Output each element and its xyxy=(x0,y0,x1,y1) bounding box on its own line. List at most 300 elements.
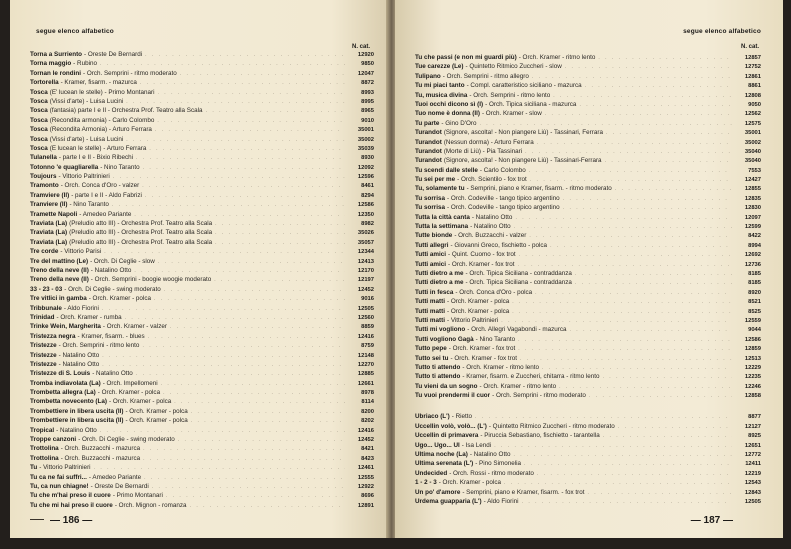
leader-dots xyxy=(158,89,345,97)
leader-dots xyxy=(157,117,345,125)
song-detail: - Orch. Semprini - boogie woogie moderato xyxy=(90,276,212,284)
catalog-number: 9044 xyxy=(748,327,761,334)
catalog-number: 35040 xyxy=(744,148,761,155)
song-detail: - Orch. Buzzacchi - valzer xyxy=(454,232,527,240)
leader-dots xyxy=(535,289,732,297)
list-item xyxy=(415,469,761,478)
leader-dots xyxy=(104,248,345,256)
song-detail: - Aldo Fiorini xyxy=(483,497,519,505)
song-title: Tristezze di S. Louis xyxy=(30,370,91,378)
song-title: Tu sorrisa xyxy=(415,204,445,212)
leader-dots xyxy=(180,70,345,78)
leader-dots xyxy=(158,258,345,266)
song-title: Tortorella xyxy=(30,79,59,87)
leader-dots xyxy=(575,270,732,278)
song-detail: - Orch. Semprini - ritmo allegro xyxy=(442,72,529,80)
list-item xyxy=(30,106,374,115)
leader-dots xyxy=(142,342,345,350)
song-detail: - Orch. Kramer - polca xyxy=(446,298,510,306)
leader-dots xyxy=(178,436,345,444)
catalog-number: 35026 xyxy=(357,230,374,237)
list-item xyxy=(415,213,761,222)
catalog-number: 12808 xyxy=(744,92,761,99)
song-detail: - Amedeo Pariante xyxy=(79,210,132,218)
song-title: Tu xyxy=(30,464,38,472)
catalog-number: 8461 xyxy=(361,183,374,190)
song-detail: (Nessun dorma) - Arturo Ferrara xyxy=(443,138,534,146)
leader-dots xyxy=(94,464,345,472)
list-item xyxy=(415,138,761,147)
song-title: Tosca xyxy=(30,107,48,115)
leader-dots xyxy=(163,389,345,397)
song-detail: - Semprini, piano e Kramer, fisarm. - ritmo moderato xyxy=(466,185,612,193)
leader-dots xyxy=(545,110,732,118)
leader-dots xyxy=(553,92,732,100)
song-title: Tosca xyxy=(30,135,48,143)
song-detail: - Orch. Kramer - fox trot xyxy=(448,260,515,268)
song-detail: - Natalino Otto xyxy=(92,370,133,378)
song-title: Tutto ti attendo xyxy=(415,363,461,371)
song-detail: - Natalino Otto xyxy=(58,351,100,359)
list-item xyxy=(30,322,374,331)
song-title: Tutti in fesca xyxy=(415,288,454,296)
list-item xyxy=(30,426,374,435)
catalog-number: 12858 xyxy=(744,393,761,400)
catalog-number: 12350 xyxy=(357,211,374,218)
leader-dots xyxy=(148,333,345,341)
catalog-number: 12411 xyxy=(745,461,761,468)
leader-dots xyxy=(606,129,732,137)
list-item xyxy=(415,175,761,184)
song-detail: (Signore, ascolta! - Non piangere Liù) - Tassinari, Ferrara xyxy=(443,129,603,137)
song-detail: - Vittorio Paltrinieri xyxy=(446,316,499,324)
leader-dots xyxy=(134,267,345,275)
list-item xyxy=(30,304,374,313)
list-item xyxy=(415,307,761,316)
song-detail: - Primo Montanari xyxy=(112,492,163,500)
leader-dots xyxy=(605,157,732,165)
leader-dots xyxy=(143,455,345,463)
leader-dots xyxy=(587,489,732,497)
catalog-number: 12246 xyxy=(744,383,761,390)
list-item xyxy=(415,156,761,165)
song-title: Tutto pepe xyxy=(415,345,447,353)
catalog-number: 12461 xyxy=(357,465,374,472)
leader-dots xyxy=(519,251,732,259)
list-item xyxy=(30,388,374,397)
leader-dots xyxy=(214,276,345,284)
leader-dots xyxy=(529,167,732,175)
list-item xyxy=(415,194,761,203)
catalog-number: 12830 xyxy=(744,205,761,212)
catalog-number: 8978 xyxy=(361,390,374,397)
list-item xyxy=(415,391,761,400)
list-item xyxy=(415,184,761,193)
list-item xyxy=(415,147,761,156)
song-title: Tu scendi dalle stelle xyxy=(415,166,478,174)
catalog-number: 8925 xyxy=(748,433,761,440)
song-detail: - Orch. Semprini - ritmo lento xyxy=(469,91,551,99)
song-detail: - Orch. Semprini - ritmo moderato xyxy=(82,69,177,77)
catalog-number: 8696 xyxy=(361,493,374,500)
catalog-number: 12092 xyxy=(357,164,374,171)
list-item xyxy=(415,109,761,118)
song-detail: - Nino Taranto xyxy=(475,335,516,343)
song-detail: - Orch. Kramer - fox trot xyxy=(450,354,517,362)
song-detail: - Orch. Kramer - ritmo lento xyxy=(518,54,596,61)
list-item xyxy=(415,53,761,62)
list-item xyxy=(30,219,374,228)
list-item xyxy=(30,97,374,106)
leader-dots xyxy=(145,51,345,59)
list-item xyxy=(30,257,374,266)
song-detail: - Carlo Colombo xyxy=(479,166,526,174)
song-detail: - Orch. Kramer - slow xyxy=(481,110,542,118)
catalog-number: 8423 xyxy=(361,455,374,462)
leader-dots xyxy=(113,173,345,181)
song-detail: - Orch. Tipica Siciliana - contraddanza xyxy=(465,269,572,277)
leader-dots xyxy=(542,364,732,372)
song-title: Tu parte xyxy=(415,119,440,127)
list-item xyxy=(415,231,761,240)
song-detail: - Orch. Kramer - ritmo lento xyxy=(462,363,539,371)
catalog-number: 12555 xyxy=(357,474,374,481)
running-header: segue elenco alfabetico xyxy=(683,28,761,35)
song-detail: - Orch. Kramer - ritmo lento xyxy=(479,382,557,390)
leader-dots xyxy=(102,352,345,360)
song-detail: - Semprini, piano e Kramer, fisarm. - fox trot xyxy=(462,488,585,496)
song-detail: - Orch. Conca d'Oro - polca xyxy=(455,288,533,296)
catalog-number: 35057 xyxy=(357,239,374,246)
catalog-number: 8877 xyxy=(748,414,761,421)
list-item xyxy=(415,441,761,450)
song-title: Treno della neve (Il) xyxy=(30,266,89,274)
leader-dots xyxy=(102,305,345,313)
song-detail: - Orch. Tipica siciliana - mazurca xyxy=(485,100,577,108)
list-item xyxy=(30,482,374,491)
list-item xyxy=(415,478,761,487)
page-number-value: 186 xyxy=(62,515,80,526)
list-item xyxy=(415,119,761,128)
song-detail: - Orch. Codeville - tango tipico argentino xyxy=(446,194,560,202)
leader-dots xyxy=(618,423,732,431)
catalog-number: 12416 xyxy=(357,333,374,340)
catalog-number: 12513 xyxy=(744,355,761,362)
leader-dots xyxy=(603,432,732,440)
song-detail: - Compl. caratteristico siciliano - mazurca xyxy=(466,82,582,90)
song-title: 1 - 2 - 3 xyxy=(415,479,437,487)
list-item xyxy=(415,382,761,391)
leader-dots xyxy=(520,355,732,363)
song-detail: - Piruccia Sebastiano, fischietto - tarantella xyxy=(480,432,600,440)
song-title: Troppe canzoni xyxy=(30,436,77,444)
page-number-value: 187 xyxy=(703,515,721,526)
song-title: Tu che mi hai preso il cuore xyxy=(30,501,113,509)
list-item xyxy=(415,260,761,269)
catalog-number: 12452 xyxy=(357,437,374,444)
song-detail: - Quintetto Ritmico Zuccheri - ritmo moderato xyxy=(488,422,615,430)
list-item xyxy=(30,163,374,172)
song-detail: - Pino Simonelia xyxy=(475,460,522,468)
song-detail: - Orch. Di Ceglie - swing moderato xyxy=(78,436,175,444)
catalog-number: 35001 xyxy=(357,127,374,134)
song-title: Trombetta novecento (La) xyxy=(30,398,107,406)
song-title: Tre del mattino (Le) xyxy=(30,257,89,265)
list-item xyxy=(30,332,374,341)
song-title: Tu ca ne fai suffri... xyxy=(30,473,87,481)
list-item xyxy=(415,325,761,334)
leader-dots xyxy=(191,417,345,425)
song-detail: - Kramer, fisarm. - mazurca xyxy=(60,79,137,87)
catalog-list xyxy=(415,53,761,506)
song-title: Tosca xyxy=(30,126,48,134)
catalog-number: 12859 xyxy=(744,346,761,353)
list-item xyxy=(30,454,374,463)
catalog-number: 12920 xyxy=(357,52,374,58)
leader-dots xyxy=(585,82,732,90)
catalog-number: 8525 xyxy=(748,308,761,315)
leader-dots xyxy=(166,492,345,500)
leader-dots xyxy=(126,136,345,144)
song-detail: - parte I e II - Aldo Fabrizi xyxy=(71,191,142,199)
leader-dots xyxy=(215,220,345,228)
song-title: Tutti dietro a me xyxy=(415,279,464,287)
song-detail: - Orch. Conca d'Oro - valzer xyxy=(60,182,140,190)
catalog-number: 12543 xyxy=(744,480,761,487)
list-item xyxy=(30,275,374,284)
catalog-number: 12047 xyxy=(357,70,374,77)
song-title: Tre corde xyxy=(30,248,59,256)
catalog-number: 12651 xyxy=(744,442,761,449)
song-title: Ubriaco (L') xyxy=(415,413,450,421)
leader-dots xyxy=(518,261,732,269)
catalog-number: 35002 xyxy=(357,136,374,143)
right-page xyxy=(395,0,783,538)
page-number: — 186 — xyxy=(50,515,93,526)
song-detail: - Rubino xyxy=(73,60,97,68)
list-item xyxy=(30,210,374,219)
song-detail: - Vittorio Parisi xyxy=(60,248,102,256)
leader-dots xyxy=(206,107,345,115)
leader-dots xyxy=(525,148,732,156)
song-detail: - Natalino Otto xyxy=(470,223,511,231)
song-detail: - Natalino Otto xyxy=(58,360,100,368)
song-title: Ultima serenata (L') xyxy=(415,460,474,468)
list-item xyxy=(415,241,761,250)
list-item xyxy=(415,62,761,71)
leader-dots xyxy=(598,54,732,62)
list-item xyxy=(30,228,374,237)
song-detail: - Nino Taranto xyxy=(69,201,109,209)
song-detail: - Orch. Kramer - polca xyxy=(108,398,172,406)
song-title: Trinke Wein, Margherita xyxy=(30,323,101,331)
catalog-number: 12505 xyxy=(744,498,761,505)
catalog-number: 8759 xyxy=(361,343,374,350)
list-item xyxy=(30,501,374,510)
leader-dots xyxy=(140,79,345,87)
song-title: Tu che passi (e non mi guardi più) xyxy=(415,54,517,61)
song-title: Trottolina xyxy=(30,445,59,453)
leader-dots xyxy=(170,323,345,331)
song-title: Urdema guapparia (L') xyxy=(415,497,482,505)
song-title: Tosca xyxy=(30,144,48,152)
catalog-number: 12855 xyxy=(744,186,761,193)
list-item xyxy=(415,459,761,468)
catalog-number: 8421 xyxy=(361,446,374,453)
leader-dots xyxy=(475,413,732,421)
folio-rule xyxy=(30,519,44,520)
list-item xyxy=(30,379,374,388)
song-title: Tu, solamente tu xyxy=(415,185,465,193)
song-title: Ugo... Ugo... Ul xyxy=(415,441,460,449)
song-title: Tutti allegri xyxy=(415,241,449,249)
song-detail: - Orch. Scientilo - fox trot xyxy=(457,176,527,184)
song-title: Tulanella xyxy=(30,154,57,162)
song-title: Tristezze xyxy=(30,351,57,359)
page-number: — 187 — xyxy=(690,515,733,526)
song-title: Tropical xyxy=(30,426,55,434)
leader-dots xyxy=(145,192,345,200)
catalog-number: 35002 xyxy=(744,139,761,146)
list-item xyxy=(415,100,761,109)
song-detail: - Vittorio Paltrinieri xyxy=(58,173,110,181)
list-item xyxy=(30,135,374,144)
leader-dots xyxy=(112,201,345,209)
leader-dots xyxy=(514,223,732,231)
catalog-number: 8994 xyxy=(748,242,761,249)
leader-dots xyxy=(190,502,345,510)
song-title: Tranviere (Il) xyxy=(30,201,68,209)
song-detail: - Orch. Buzzacchi - mazurca xyxy=(60,445,141,453)
song-title: Tutti matti xyxy=(415,307,445,315)
catalog-number: 8422 xyxy=(748,233,761,240)
leader-dots xyxy=(570,326,732,334)
catalog-number: 12270 xyxy=(357,361,374,368)
leader-dots xyxy=(155,126,345,134)
catalog-number: 12562 xyxy=(744,111,761,118)
catalog-number: 12416 xyxy=(357,427,374,434)
list-item xyxy=(30,435,374,444)
catalog-number: 35040 xyxy=(744,158,761,165)
leader-dots xyxy=(125,314,345,322)
leader-dots xyxy=(579,101,732,109)
song-detail: - Natalino Otto xyxy=(471,213,513,221)
leader-dots xyxy=(504,479,732,487)
catalog-number: 35039 xyxy=(357,145,374,152)
song-title: Tutti amici xyxy=(415,251,447,259)
list-item xyxy=(415,344,761,353)
catalog-number: 12559 xyxy=(744,317,761,324)
song-title: Tromba indiavolata (La) xyxy=(30,379,101,387)
song-title: Tu, ca nun chiagne! xyxy=(30,482,89,490)
leader-dots xyxy=(589,392,732,400)
song-title: Tu mi piaci tanto xyxy=(415,82,465,90)
song-title: 33 - 23 - 03 xyxy=(30,285,63,293)
catalog-number: 12229 xyxy=(744,364,761,371)
list-item xyxy=(415,222,761,231)
song-detail: - Orch. Kramer - polca xyxy=(438,479,501,487)
leader-dots xyxy=(143,164,345,172)
song-detail: - Orch. Tipica Siciliana - contraddanza xyxy=(465,279,572,287)
song-title: Tuo nome è donna (Il) xyxy=(415,110,480,118)
song-detail: - Orch. Kramer - polca xyxy=(97,389,161,397)
song-title: Tu che m'hai preso il cuore xyxy=(30,492,111,500)
song-title: Tutti matti xyxy=(415,298,445,306)
list-item xyxy=(30,491,374,500)
catalog-number: 9050 xyxy=(748,101,761,108)
song-title: Toujours xyxy=(30,173,57,181)
list-item xyxy=(30,341,374,350)
catalog-number: 9850 xyxy=(361,61,374,68)
catalog-number: 8200 xyxy=(361,408,374,415)
song-title: Tosca xyxy=(30,116,48,124)
list-item xyxy=(415,497,761,506)
catalog-number: 12857 xyxy=(744,55,761,61)
list-item xyxy=(30,294,374,303)
catalog-number: 12736 xyxy=(744,261,761,268)
song-detail: - Natalino Otto xyxy=(90,266,132,274)
list-item xyxy=(415,250,761,259)
song-detail: - Rietto xyxy=(451,413,473,421)
leader-dots xyxy=(134,211,345,219)
list-item xyxy=(30,369,374,378)
song-detail: - parte I e II - Bixio Ribechi xyxy=(58,154,134,162)
list-item xyxy=(30,191,374,200)
catalog-number: 8859 xyxy=(361,324,374,331)
leader-dots xyxy=(480,120,732,128)
leader-dots xyxy=(615,185,732,193)
song-title: Trottolina xyxy=(30,454,59,462)
song-title: Traviata (La) xyxy=(30,238,68,246)
song-title: Tosca xyxy=(30,88,48,96)
song-detail: - Vittorio Paltrinieri xyxy=(39,464,91,472)
section-break xyxy=(415,400,761,412)
list-item xyxy=(30,407,374,416)
catalog-number: 8294 xyxy=(361,192,374,199)
song-detail: - Aldo Fiorini xyxy=(63,304,99,312)
left-page xyxy=(10,0,388,538)
list-item xyxy=(415,450,761,459)
song-detail: - Orch. Di Ceglie - swing moderato xyxy=(64,285,161,293)
catalog-number: 8185 xyxy=(748,280,761,287)
list-item xyxy=(30,360,374,369)
leader-dots xyxy=(154,295,345,303)
leader-dots xyxy=(164,286,345,294)
catalog-number: 12586 xyxy=(744,336,761,343)
leader-dots xyxy=(559,383,732,391)
catalog-number-heading: N. cat. xyxy=(351,44,370,50)
list-item xyxy=(415,422,761,431)
catalog-number: 12344 xyxy=(357,249,374,256)
running-header: segue elenco alfabetico xyxy=(36,28,114,35)
list-item xyxy=(415,412,761,421)
leader-dots xyxy=(518,345,732,353)
song-detail: - Orch. Kramer - polca xyxy=(125,407,188,415)
list-item xyxy=(415,335,761,344)
catalog-number: 12843 xyxy=(744,489,761,496)
song-detail: (fantasia) parte I e II - Orchestra Prof. Teatro alla Scala xyxy=(49,107,203,115)
song-title: Trinidad xyxy=(30,313,55,321)
song-title: Totonno 'e quagliarella xyxy=(30,163,99,171)
song-title: Tristezze xyxy=(30,342,57,350)
leader-dots xyxy=(529,232,732,240)
leader-dots xyxy=(537,139,732,147)
leader-dots xyxy=(563,204,732,212)
list-item xyxy=(415,297,761,306)
list-item xyxy=(30,285,374,294)
song-detail: (Morte di Liù) - Pia Tassinari xyxy=(443,147,523,155)
song-title: Turandot xyxy=(415,157,442,165)
